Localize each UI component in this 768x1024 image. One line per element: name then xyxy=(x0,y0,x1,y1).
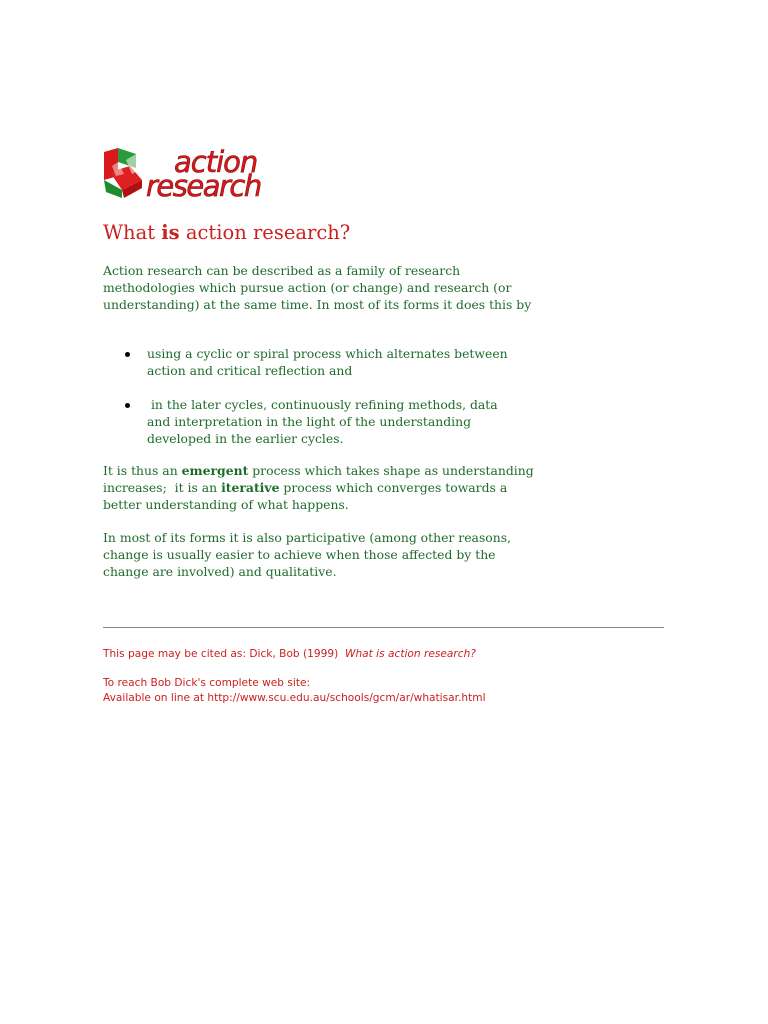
title-emphasis: is xyxy=(161,221,180,244)
citation-prefix: This page may be cited as: Dick, Bob (1999) xyxy=(103,648,345,660)
bullet-text: in the later cycles, continuously refining methods, data and interpretation in the light of the understanding developed in the earlier cycles. xyxy=(147,397,502,446)
reach-site-line: To reach Bob Dick's complete web site: xyxy=(103,677,311,689)
available-online-link[interactable]: Available on line at http://www.scu.edu.au/schools/gcm/ar/whatisar.html xyxy=(103,692,486,704)
iterative-term: iterative xyxy=(221,480,280,495)
list-item xyxy=(103,396,512,447)
p2-text-1: It is thus an xyxy=(103,463,182,478)
emergent-paragraph xyxy=(103,462,543,513)
participative-paragraph: In most of its forms it is also participative (among other reasons, change is usually easier to achieve when those affected by the change are involved) and qualitative. xyxy=(103,530,512,579)
title-part-1: What xyxy=(103,221,162,244)
bullet-list-1 xyxy=(103,345,543,379)
p2-text-3: process which converges towards a better understanding of what happens. xyxy=(103,480,508,512)
bullet-text: using a cyclic or spiral process which alternates between action and critical reflection and xyxy=(147,346,508,378)
p2-text-2: process which takes shape as understanding increases; it is an xyxy=(103,463,538,495)
intro-paragraph: Action research can be described as a family of research methodologies which pursue action (or change) and research (or understanding) at the same time. In most of its forms it does this by xyxy=(103,263,532,312)
bullet-list-2 xyxy=(103,396,543,447)
action-research-logo xyxy=(102,146,302,200)
bullet-dot-icon xyxy=(125,403,130,408)
logo-graphic xyxy=(102,146,302,200)
list-item xyxy=(103,345,512,379)
citation-line xyxy=(103,647,476,661)
title-part-2: action research? xyxy=(179,221,351,244)
footer-divider xyxy=(103,627,664,628)
citation-title: What is action research? xyxy=(344,648,476,660)
cube-icon xyxy=(104,148,142,198)
logo-word-research: research xyxy=(146,169,261,200)
bullet-dot-icon xyxy=(125,352,130,357)
logo-word-action: action xyxy=(174,146,258,179)
emergent-term: emergent xyxy=(181,463,249,478)
page-title xyxy=(103,221,350,244)
